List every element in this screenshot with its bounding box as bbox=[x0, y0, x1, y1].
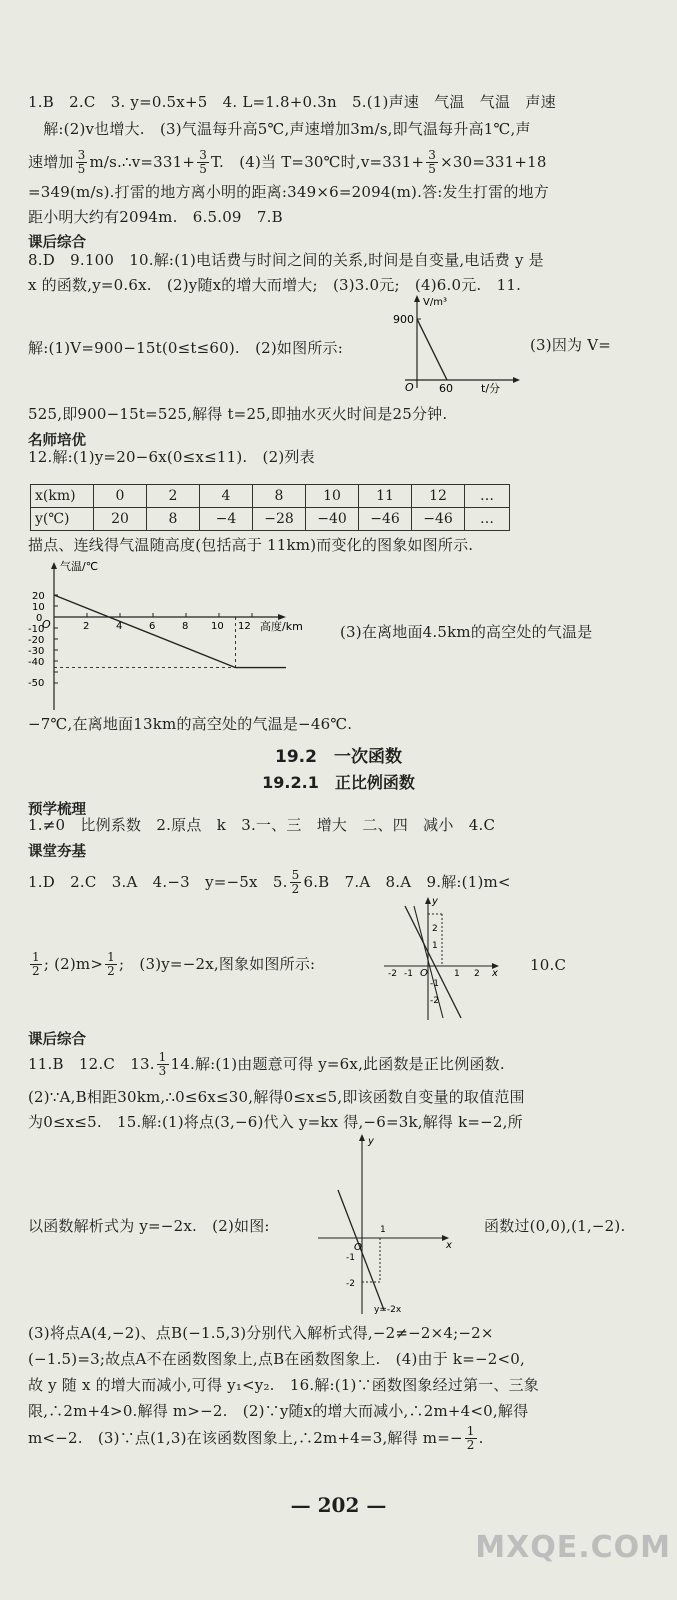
origin-label: O bbox=[354, 1242, 362, 1253]
x-tick: 10 bbox=[211, 621, 224, 632]
answer-line: 12.解:(1)y=20−6x(0≤x≤11). (2)列表 bbox=[28, 448, 315, 466]
table-row bbox=[31, 508, 510, 531]
answer-line: 1.B 2.C 3. y=0.5x+5 4. L=1.8+0.3n 5.(1)声速 气温 气温 声速 bbox=[28, 93, 556, 111]
answer-line: (2)∵A,B相距30km,∴0≤6x≤30,解得0≤x≤5,即该函数自变量的取值范围 bbox=[28, 1088, 525, 1106]
q15-function-graph bbox=[318, 1132, 458, 1318]
answer-line: (3)将点A(4,−2)、点B(−1.5,3)分别代入解析式得,−2≠−2×4;−2× bbox=[28, 1324, 494, 1342]
y-tick: 900 bbox=[393, 313, 414, 326]
table-cell: 11 bbox=[359, 485, 412, 508]
x-tick: 12 bbox=[238, 621, 251, 632]
x-tick: 60 bbox=[439, 382, 453, 395]
answer-line: x 的函数,y=0.6x. (2)y随x的增大而增大; (3)3.0元; (4)6.0元. 11. bbox=[28, 276, 522, 294]
x-tick: 2 bbox=[474, 969, 480, 979]
answer-line: 描点、连线得气温随高度(包括高于 11km)而变化的图象如图所示. bbox=[28, 536, 474, 554]
answer-line: 10.C bbox=[530, 956, 567, 974]
table-cell: −46 bbox=[359, 508, 412, 531]
table-cell: 2 bbox=[147, 485, 200, 508]
line-label: y=-2x bbox=[374, 1305, 402, 1315]
answer-line: 限,∴2m+4>0.解得 m>−2. (2)∵y随x的增大而减小,∴2m+4<0,解得 bbox=[28, 1402, 529, 1420]
x-axis-label: x bbox=[492, 968, 498, 979]
y-tick: -20 bbox=[28, 635, 45, 646]
origin-label: O bbox=[405, 381, 414, 394]
fraction: $\frac{1}{2}$ bbox=[466, 1423, 475, 1452]
x-tick: 4 bbox=[116, 621, 123, 632]
table-cell: … bbox=[465, 508, 510, 531]
answer-line: 8.D 9.100 10.解:(1)电话费与时间之间的关系,时间是自变量,电话费 y 是 bbox=[28, 251, 544, 269]
temperature-altitude-graph bbox=[24, 558, 324, 718]
v-t-line bbox=[417, 319, 447, 380]
y-tick: -2 bbox=[346, 1279, 355, 1289]
y-tick: -1 bbox=[346, 1253, 355, 1263]
table-row bbox=[31, 485, 510, 508]
table-cell: y(℃) bbox=[31, 508, 94, 531]
answer-line: 11.B 12.C 13. 1 3 14.解:(1)由题意可得 y=6x,此函数是正比例函数. bbox=[28, 1049, 505, 1078]
y-tick: -30 bbox=[28, 646, 45, 657]
x-axis-label: x bbox=[446, 1240, 452, 1251]
fraction: 1 3 bbox=[158, 1049, 167, 1078]
answer-line: 距小明大约有2094m. 6.5.09 7.B bbox=[28, 208, 283, 226]
y-axis-label: 气温/℃ bbox=[60, 560, 99, 573]
answer-line: 为0≤x≤5. 15.解:(1)将点(3,−6)代入 y=kx 得,−6=3k,解得 k=−2,所 bbox=[28, 1113, 523, 1131]
table-cell: 0 bbox=[94, 485, 147, 508]
table-cell: 20 bbox=[94, 508, 147, 531]
table-cell: 4 bbox=[200, 485, 253, 508]
section-title: 课堂夯基 bbox=[28, 844, 86, 860]
fraction: 1 2 bbox=[107, 949, 115, 978]
y-axis-label: y bbox=[432, 896, 438, 907]
x-tick: 1 bbox=[380, 1225, 386, 1235]
x-tick: -2 bbox=[388, 969, 397, 979]
y-axis-label: V/m³ bbox=[423, 297, 447, 308]
y-tick: -10 bbox=[28, 624, 45, 635]
table-cell: 12 bbox=[412, 485, 465, 508]
page-number: — 202 — bbox=[290, 1493, 387, 1517]
y-tick: 20 bbox=[32, 591, 45, 602]
temperature-line bbox=[54, 595, 236, 668]
y-tick: 1 bbox=[432, 941, 438, 951]
answer-line: (−1.5)=3;故点A不在函数图象上,点B在函数图象上. (4)由于 k=−2<0, bbox=[28, 1350, 525, 1368]
table-cell: −46 bbox=[412, 508, 465, 531]
fraction: 1 2 bbox=[32, 949, 40, 978]
data-table bbox=[30, 484, 510, 531]
y-axis-label: y bbox=[368, 1136, 374, 1147]
table-cell: −28 bbox=[253, 508, 306, 531]
x-tick: 6 bbox=[149, 621, 156, 632]
section-title: 课后综合 bbox=[28, 235, 86, 251]
section-title: 课后综合 bbox=[28, 1032, 86, 1048]
answer-line: 1.D 2.C 3.A 4.−3 y=−5x 5. 5 2 6.B 7.A 8.A 9.解:(1)m< bbox=[28, 867, 511, 896]
sub-heading: 19.2.1 正比例函数 bbox=[262, 773, 415, 792]
y-tick: 2 bbox=[432, 924, 438, 934]
table-cell: 8 bbox=[147, 508, 200, 531]
answer-line: (3)因为 V= bbox=[530, 336, 612, 354]
answer-line: 速增加 3 5 m/s.∴v=331+ $\frac{3}{5}$ T. (4)当 T=30℃时,v=331+ $\frac{3}{5}$ ×30=331+18 bbox=[28, 147, 547, 176]
y-tick: -1 bbox=[430, 979, 439, 989]
x-tick: -1 bbox=[404, 969, 413, 979]
watermark: MXQE.COM bbox=[475, 1530, 671, 1565]
section-title: 名师培优 bbox=[28, 433, 86, 449]
y-tick: -40 bbox=[28, 657, 45, 668]
fraction: 5 2 bbox=[291, 867, 300, 896]
table-cell: 10 bbox=[306, 485, 359, 508]
x-tick: 2 bbox=[83, 621, 90, 632]
y-tick: -50 bbox=[28, 678, 45, 689]
x-tick: 8 bbox=[182, 621, 189, 632]
answer-line: 1.≠0 比例系数 2.原点 k 3.一、三 增大 二、四 减小 4.C bbox=[28, 816, 496, 834]
table-cell: x(km) bbox=[31, 485, 94, 508]
x-axis-label: 高度/km bbox=[260, 620, 303, 633]
answer-line: 解:(2)v也增大. (3)气温每升高5℃,声速增加3m/s,即气温每升高1℃,声 bbox=[28, 120, 531, 138]
lesson-heading: 19.2 一次函数 bbox=[275, 747, 402, 767]
origin-label: O bbox=[42, 618, 51, 631]
answer-line: 故 y 随 x 的增大而减小,可得 y₁<y₂. 16.解:(1)∵函数图象经过第一、三象 bbox=[28, 1376, 540, 1394]
table-cell: −40 bbox=[306, 508, 359, 531]
answer-line: 解:(1)V=900−15t(0≤t≤60). (2)如图所示: bbox=[28, 339, 343, 357]
answer-line: 1 2 ; (2)m> 1 2 ; (3)y=−2x,图象如图所示: bbox=[32, 949, 316, 978]
y-tick: 10 bbox=[32, 602, 45, 613]
table-cell: … bbox=[465, 485, 510, 508]
x-tick: 1 bbox=[454, 969, 460, 979]
table-cell: −4 bbox=[200, 508, 253, 531]
y-tick: -2 bbox=[430, 996, 439, 1006]
y-tick: 0 bbox=[36, 613, 43, 624]
answer-line: 函数过(0,0),(1,−2). bbox=[484, 1217, 626, 1235]
answer-line: =349(m/s).打雷的地方离小明的距离:349×6=2094(m).答:发生打雷的地方 bbox=[28, 183, 549, 201]
answer-line: 525,即900−15t=525,解得 t=25,即抽水灭火时间是25分钟. bbox=[28, 405, 448, 423]
answer-line: (3)在离地面4.5km的高空处的气温是 bbox=[340, 623, 593, 641]
answer-line: 以函数解析式为 y=−2x. (2)如图: bbox=[28, 1217, 270, 1235]
origin-label: O bbox=[420, 968, 428, 979]
answer-line: −7℃,在离地面13km的高空处的气温是−46℃. bbox=[28, 715, 353, 733]
fraction: $\frac{3}{5}$ bbox=[199, 147, 208, 176]
fraction: 3 5 bbox=[77, 147, 86, 176]
volume-time-graph bbox=[385, 292, 525, 400]
x-axis-label: t/分 bbox=[481, 382, 501, 395]
table-cell: 8 bbox=[253, 485, 306, 508]
fraction: $\frac{3}{5}$ bbox=[428, 147, 437, 176]
answer-line: m<−2. (3)∵点(1,3)在该函数图象上,∴2m+4=3,解得 m=− $\frac{1}{2}$ . bbox=[28, 1423, 484, 1452]
section-title: 预学梳理 bbox=[28, 802, 86, 818]
q9-function-graph bbox=[378, 896, 510, 1022]
